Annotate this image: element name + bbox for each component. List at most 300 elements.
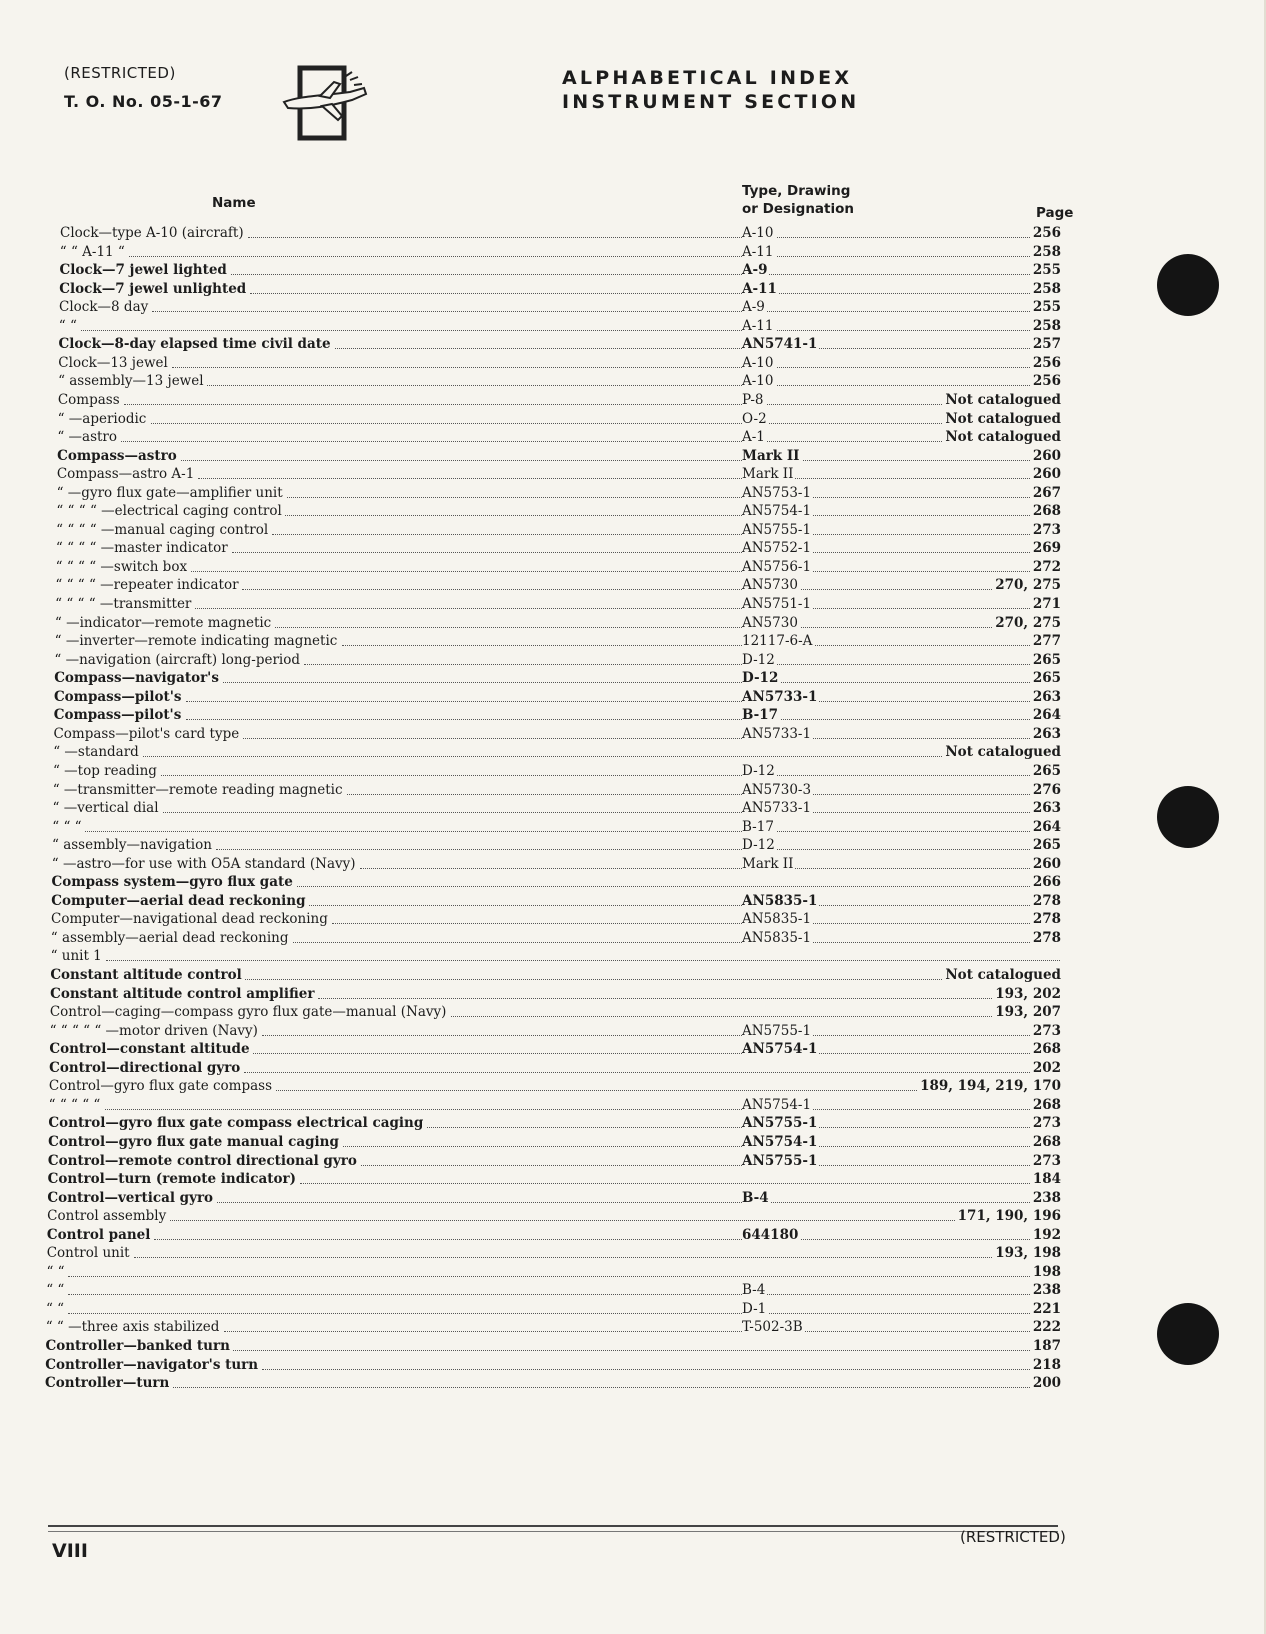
entry-page: 265 bbox=[1032, 762, 1061, 779]
index-entry bbox=[0, 521, 1266, 539]
index-entry bbox=[0, 1189, 1266, 1207]
index-entry bbox=[0, 372, 1266, 390]
entry-page: 270, 275 bbox=[995, 614, 1061, 631]
index-entry bbox=[0, 465, 1266, 483]
entry-page: 264 bbox=[1032, 818, 1061, 835]
index-entry bbox=[0, 539, 1266, 557]
entry-page: 277 bbox=[1032, 633, 1061, 650]
entry-type: AN5835-1 bbox=[742, 892, 818, 909]
index-entry bbox=[0, 1281, 1266, 1299]
dot-leader bbox=[68, 1263, 1030, 1277]
index-entry bbox=[0, 1022, 1266, 1040]
entry-name: Clock—7 jewel lighted bbox=[59, 262, 227, 279]
index-entry bbox=[0, 651, 1266, 669]
dot-leader bbox=[248, 224, 1030, 238]
entry-page: 238 bbox=[1032, 1189, 1061, 1206]
dot-leader bbox=[172, 354, 1030, 368]
page-number: VIII bbox=[52, 1540, 88, 1562]
entry-name: “ unit 1 bbox=[50, 948, 102, 965]
entry-page: 271 bbox=[1032, 596, 1061, 612]
entry-name: “ “ “ “ —repeater indicator bbox=[55, 577, 239, 594]
entry-name: Computer—navigational dead reckoning bbox=[51, 911, 328, 928]
entry-name: “ —aperiodic bbox=[57, 410, 147, 427]
entry-name: Constant altitude control amplifier bbox=[50, 985, 315, 1002]
dot-leader bbox=[361, 1152, 1030, 1166]
entry-name: “ “ “ “ —master indicator bbox=[55, 540, 228, 557]
dot-leader bbox=[276, 1077, 917, 1091]
entry-name: “ “ A-11 “ bbox=[59, 243, 125, 260]
dot-leader bbox=[85, 818, 1030, 832]
entry-name: Compass—navigator's bbox=[54, 670, 219, 687]
dot-leader bbox=[152, 298, 1030, 312]
index-entry bbox=[0, 947, 1266, 965]
entry-page: 268 bbox=[1032, 1096, 1061, 1113]
dot-leader bbox=[451, 1003, 992, 1017]
entry-page: 265 bbox=[1032, 837, 1061, 854]
entry-type: AN5733-1 bbox=[742, 725, 812, 742]
column-header-type bbox=[742, 182, 854, 218]
entry-page: 255 bbox=[1032, 262, 1061, 279]
dot-leader bbox=[224, 1318, 1030, 1332]
index-entry bbox=[0, 335, 1266, 353]
header-left bbox=[64, 64, 223, 111]
binder-hole bbox=[1157, 254, 1219, 316]
entry-page: 278 bbox=[1032, 929, 1061, 946]
entry-type: B-17 bbox=[742, 707, 779, 724]
entry-page: 256 bbox=[1032, 225, 1061, 241]
entry-type: B-17 bbox=[742, 818, 774, 835]
entry-page: 189, 194, 219, 170 bbox=[920, 1078, 1061, 1095]
entry-page: 171, 190, 196 bbox=[957, 1208, 1061, 1225]
dot-leader bbox=[129, 243, 1030, 257]
entry-page: 221 bbox=[1032, 1300, 1061, 1317]
entry-page: 268 bbox=[1032, 1041, 1061, 1058]
entry-type: A-10 bbox=[742, 354, 774, 371]
entry-page: 256 bbox=[1032, 373, 1061, 390]
entry-name: Clock—13 jewel bbox=[58, 354, 168, 371]
entry-page: 278 bbox=[1032, 911, 1061, 928]
entry-page: 264 bbox=[1032, 707, 1061, 724]
entry-page: 270, 275 bbox=[995, 577, 1061, 594]
dot-leader bbox=[335, 335, 1030, 349]
dot-leader bbox=[242, 576, 992, 590]
entry-type: AN5751-1 bbox=[742, 596, 812, 612]
entry-page: Not catalogued bbox=[945, 410, 1061, 427]
entry-name: “ assembly—navigation bbox=[52, 837, 212, 854]
entry-type: T-502-3B bbox=[742, 1319, 803, 1336]
dot-leader bbox=[106, 947, 1060, 961]
entry-name: Compass—pilot's bbox=[53, 688, 182, 705]
entry-type: A-9 bbox=[742, 299, 765, 316]
dot-leader bbox=[253, 1040, 1030, 1054]
entry-page: 200 bbox=[1032, 1375, 1061, 1392]
entry-type: AN5754-1 bbox=[742, 1133, 818, 1150]
dot-leader bbox=[262, 1356, 1030, 1370]
dot-leader bbox=[244, 1059, 1030, 1073]
entry-type: D-12 bbox=[742, 670, 779, 687]
entry-name: “ “ bbox=[46, 1263, 65, 1280]
entry-name: “ —navigation (aircraft) long-period bbox=[54, 651, 300, 668]
index-entry bbox=[0, 799, 1266, 817]
entry-type: A-11 bbox=[742, 317, 774, 334]
entry-name: “ —astro bbox=[57, 429, 118, 446]
dot-leader bbox=[170, 1207, 955, 1221]
dot-leader bbox=[262, 1022, 1030, 1036]
entry-type: D-1 bbox=[742, 1300, 767, 1317]
dot-leader bbox=[143, 743, 942, 757]
entry-page: 269 bbox=[1032, 540, 1061, 557]
entry-name: “ “ bbox=[45, 1300, 65, 1317]
index-entry bbox=[0, 447, 1266, 465]
entry-page: 198 bbox=[1032, 1263, 1061, 1280]
dot-leader bbox=[347, 781, 1030, 795]
column-header-type-line-1: Type, Drawing bbox=[742, 183, 851, 199]
index-entry bbox=[0, 1300, 1266, 1318]
entry-page: 265 bbox=[1032, 670, 1061, 687]
binder-hole bbox=[1157, 786, 1219, 848]
index-entry bbox=[0, 855, 1266, 873]
dot-leader bbox=[217, 1189, 1030, 1203]
index-entry bbox=[0, 261, 1266, 279]
entry-type: O-2 bbox=[742, 410, 767, 427]
classification-top: (RESTRICTED) bbox=[64, 64, 176, 82]
entry-type: Mark II bbox=[742, 466, 794, 483]
entry-page: 273 bbox=[1032, 1115, 1061, 1132]
dot-leader bbox=[272, 521, 1030, 535]
entry-page: 265 bbox=[1032, 651, 1061, 668]
entry-page: 218 bbox=[1032, 1356, 1061, 1373]
entry-name: Controller—navigator's turn bbox=[45, 1356, 259, 1373]
dot-leader bbox=[360, 855, 1030, 869]
classification-bottom: (RESTRICTED) bbox=[960, 1528, 1066, 1546]
entry-type: AN5730-3 bbox=[742, 781, 812, 798]
entry-name: “ —top reading bbox=[52, 762, 157, 779]
entry-name: “ —inverter—remote indicating magnetic bbox=[54, 633, 338, 650]
entry-page: 193, 207 bbox=[995, 1004, 1061, 1021]
dot-leader bbox=[245, 966, 942, 980]
dot-leader bbox=[342, 632, 1030, 646]
entry-name: Clock—8-day elapsed time civil date bbox=[58, 336, 331, 353]
footer-rule bbox=[48, 1525, 1058, 1527]
dot-leader bbox=[427, 1114, 1030, 1128]
index-entry bbox=[0, 298, 1266, 316]
entry-type: AN5741-1 bbox=[742, 336, 818, 353]
entry-name: “ —transmitter—remote reading magnetic bbox=[52, 781, 343, 798]
dot-leader bbox=[105, 1096, 1030, 1110]
dot-leader bbox=[332, 910, 1030, 924]
dot-leader bbox=[223, 669, 1030, 683]
entry-page: 192 bbox=[1032, 1226, 1061, 1243]
index-entry bbox=[0, 743, 1266, 761]
index-entry bbox=[0, 1059, 1266, 1077]
entry-type: AN5730 bbox=[742, 577, 798, 594]
entry-name: Clock—8 day bbox=[59, 299, 149, 316]
entry-name: Constant altitude control bbox=[50, 967, 242, 983]
dot-leader bbox=[68, 1281, 1030, 1295]
entry-page: 260 bbox=[1032, 855, 1061, 872]
entry-name: Control—gyro flux gate compass electrical caging bbox=[48, 1115, 424, 1132]
dot-leader bbox=[186, 688, 1030, 702]
dot-leader bbox=[181, 447, 1030, 461]
index-entry bbox=[0, 688, 1266, 706]
dot-leader bbox=[195, 595, 1030, 609]
entry-type: AN5835-1 bbox=[742, 911, 812, 928]
dot-leader bbox=[173, 1374, 1030, 1388]
entry-name: Control unit bbox=[46, 1245, 130, 1262]
entry-page: 193, 202 bbox=[995, 985, 1061, 1002]
index-entry bbox=[0, 1114, 1266, 1132]
entry-type: D-12 bbox=[742, 762, 775, 779]
index-entry bbox=[0, 1226, 1266, 1244]
entry-name: Controller—banked turn bbox=[45, 1338, 230, 1354]
dot-leader bbox=[343, 1133, 1030, 1147]
index-entry bbox=[0, 1170, 1266, 1188]
dot-leader bbox=[293, 929, 1030, 943]
dot-leader bbox=[216, 836, 1030, 850]
entry-type: AN5753-1 bbox=[742, 484, 812, 501]
dot-leader bbox=[68, 1300, 1030, 1314]
entry-type: AN5754-1 bbox=[742, 503, 812, 520]
entry-name: Compass—astro A-1 bbox=[56, 466, 195, 483]
entry-type: AN5754-1 bbox=[742, 1096, 812, 1113]
dot-leader bbox=[285, 502, 1030, 516]
index-entry bbox=[0, 1207, 1266, 1225]
entry-name: “ “ “ “ “ bbox=[48, 1096, 101, 1113]
dot-leader bbox=[207, 372, 1030, 386]
entry-page: 258 bbox=[1032, 243, 1061, 260]
entry-name: Control—caging—compass gyro flux gate—manual (Navy) bbox=[49, 1004, 447, 1021]
entry-page: 266 bbox=[1032, 874, 1061, 891]
index-entry bbox=[0, 502, 1266, 520]
entry-page: 193, 198 bbox=[995, 1245, 1061, 1262]
dot-leader bbox=[121, 428, 942, 442]
entry-type: 644180 bbox=[742, 1226, 799, 1243]
entry-name: “ “ “ bbox=[52, 818, 82, 835]
index-entry bbox=[0, 910, 1266, 928]
index-entry bbox=[0, 873, 1266, 891]
index-entry bbox=[0, 966, 1266, 984]
dot-leader bbox=[297, 873, 1030, 887]
entry-page: 276 bbox=[1032, 781, 1061, 798]
entry-name: “ “ bbox=[58, 317, 77, 334]
entry-name: Controller—turn bbox=[45, 1375, 170, 1392]
entry-type: A-1 bbox=[742, 429, 765, 446]
entry-name: Control—directional gyro bbox=[49, 1059, 241, 1076]
index-entry bbox=[0, 280, 1266, 298]
airplane-emblem-icon bbox=[280, 62, 370, 144]
dot-leader bbox=[275, 614, 992, 628]
index-entry bbox=[0, 1356, 1266, 1374]
entry-page: 256 bbox=[1032, 354, 1061, 371]
index-entry bbox=[0, 892, 1266, 910]
entry-page: 257 bbox=[1032, 336, 1061, 353]
entry-type: AN5756-1 bbox=[742, 558, 812, 575]
entry-name: “ “ “ “ —switch box bbox=[55, 558, 188, 575]
entry-name: Clock—7 jewel unlighted bbox=[59, 280, 247, 297]
entry-page: 263 bbox=[1032, 800, 1061, 817]
entry-page: 202 bbox=[1032, 1059, 1061, 1076]
dot-leader bbox=[232, 539, 1030, 553]
entry-type: AN5754-1 bbox=[742, 1041, 818, 1058]
index-entry bbox=[0, 410, 1266, 428]
entry-name: Computer—aerial dead reckoning bbox=[51, 892, 306, 909]
entry-name: “ —gyro flux gate—amplifier unit bbox=[56, 484, 283, 501]
entry-type: AN5733-1 bbox=[742, 800, 812, 817]
entry-name: “ —indicator—remote magnetic bbox=[54, 614, 272, 631]
index-entry bbox=[0, 1096, 1266, 1114]
index-entry bbox=[0, 391, 1266, 409]
entry-type: AN5835-1 bbox=[742, 929, 812, 946]
entry-type: B-4 bbox=[742, 1282, 766, 1299]
footer-rule bbox=[48, 1531, 1058, 1532]
entry-page: 238 bbox=[1032, 1282, 1061, 1299]
entry-type: D-12 bbox=[742, 837, 775, 854]
entry-page: 273 bbox=[1032, 1152, 1061, 1169]
entry-type: D-12 bbox=[742, 651, 775, 668]
entry-type: B-4 bbox=[742, 1189, 769, 1206]
entry-name: Compass system—gyro flux gate bbox=[51, 874, 293, 891]
entry-page: 222 bbox=[1032, 1319, 1061, 1336]
dot-leader bbox=[151, 410, 942, 424]
index-entry bbox=[0, 1077, 1266, 1095]
entry-name: “ “ —three axis stabilized bbox=[45, 1319, 220, 1336]
column-header-type-line-2: or Designation bbox=[742, 201, 855, 217]
column-header-name: Name bbox=[212, 195, 256, 211]
entry-page: 278 bbox=[1032, 892, 1061, 909]
index-entry bbox=[0, 354, 1266, 372]
index-entry bbox=[0, 781, 1266, 799]
dot-leader bbox=[81, 317, 1030, 331]
entry-page: 273 bbox=[1032, 521, 1061, 538]
index-entry bbox=[0, 1374, 1266, 1392]
index-entry bbox=[0, 614, 1266, 632]
dot-leader bbox=[198, 465, 1030, 479]
entry-type: A-9 bbox=[742, 262, 768, 279]
entry-type: A-10 bbox=[742, 225, 774, 241]
dot-leader bbox=[191, 558, 1030, 572]
dot-leader bbox=[124, 391, 942, 405]
entry-type: AN5755-1 bbox=[742, 1115, 818, 1132]
entry-name: Control—constant altitude bbox=[49, 1041, 250, 1058]
dot-leader bbox=[231, 261, 1030, 275]
column-header-page: Page bbox=[1036, 205, 1074, 221]
entry-name: “ —astro—for use with O5A standard (Navy) bbox=[51, 855, 356, 872]
index-entry bbox=[0, 576, 1266, 594]
index-entry bbox=[0, 632, 1266, 650]
entry-name: Control panel bbox=[46, 1226, 151, 1243]
index-entry bbox=[0, 243, 1266, 261]
index-entry bbox=[0, 595, 1266, 613]
entry-page: 273 bbox=[1032, 1022, 1061, 1039]
index-entry bbox=[0, 1040, 1266, 1058]
entry-type: P-8 bbox=[742, 391, 764, 408]
entry-type: AN5730 bbox=[742, 614, 798, 631]
entry-page: 268 bbox=[1032, 503, 1061, 520]
entry-name: Compass—pilot's bbox=[53, 707, 182, 724]
index-entry bbox=[0, 317, 1266, 335]
dot-leader bbox=[318, 985, 992, 999]
dot-leader bbox=[154, 1226, 1030, 1240]
entry-type: AN5733-1 bbox=[742, 688, 818, 705]
entry-page: Not catalogued bbox=[945, 429, 1061, 446]
entry-type: A-11 bbox=[742, 280, 777, 297]
binder-hole bbox=[1157, 1303, 1219, 1365]
entry-type: A-11 bbox=[742, 243, 774, 260]
title-line-1: ALPHABETICAL INDEX bbox=[562, 67, 853, 89]
entry-name: “ —standard bbox=[53, 744, 139, 761]
index-entry bbox=[0, 484, 1266, 502]
entry-type: Mark II bbox=[742, 855, 794, 872]
entry-name: Clock—type A-10 (aircraft) bbox=[60, 225, 244, 241]
entry-page: 267 bbox=[1032, 484, 1061, 501]
entry-page: 260 bbox=[1032, 466, 1061, 483]
index-entry bbox=[0, 1003, 1266, 1021]
entry-page: Not catalogued bbox=[945, 967, 1061, 983]
index-entry bbox=[0, 1244, 1266, 1262]
dot-leader bbox=[250, 280, 1030, 294]
entry-page: 263 bbox=[1032, 725, 1061, 742]
entry-page: 263 bbox=[1032, 688, 1061, 705]
index-entry bbox=[0, 558, 1266, 576]
entry-page: 255 bbox=[1032, 299, 1061, 316]
entry-name: Compass—astro bbox=[57, 447, 177, 464]
index-entry bbox=[0, 1133, 1266, 1151]
entry-page: Not catalogued bbox=[945, 744, 1061, 761]
entry-name: Compass—pilot's card type bbox=[53, 725, 240, 742]
entry-name: “ “ “ “ —manual caging control bbox=[56, 521, 269, 538]
entry-type: A-10 bbox=[742, 373, 774, 390]
index-entry bbox=[0, 1337, 1266, 1355]
index-entry bbox=[0, 1318, 1266, 1336]
entry-type: AN5755-1 bbox=[742, 1152, 818, 1169]
entry-name: Control assembly bbox=[47, 1208, 167, 1225]
entry-name: “ “ “ “ —electrical caging control bbox=[56, 503, 282, 520]
entry-page: 260 bbox=[1032, 447, 1061, 464]
dot-leader bbox=[304, 651, 1030, 665]
dot-leader bbox=[134, 1244, 992, 1258]
index-entry bbox=[0, 1152, 1266, 1170]
index-entry bbox=[0, 428, 1266, 446]
dot-leader bbox=[300, 1170, 1030, 1184]
entry-page: 187 bbox=[1032, 1338, 1061, 1354]
dot-leader bbox=[161, 762, 1030, 776]
entry-name: “ “ “ “ “ —motor driven (Navy) bbox=[49, 1022, 258, 1039]
entry-name: “ “ “ “ —transmitter bbox=[55, 596, 192, 612]
index-entry bbox=[0, 224, 1266, 242]
dot-leader bbox=[309, 892, 1030, 906]
entry-page: 258 bbox=[1032, 280, 1061, 297]
entry-type: AN5755-1 bbox=[742, 1022, 812, 1039]
entry-name: Control—gyro flux gate manual caging bbox=[48, 1133, 339, 1150]
index-entry bbox=[0, 929, 1266, 947]
dot-leader bbox=[243, 725, 1030, 739]
entry-name: “ —vertical dial bbox=[52, 800, 159, 817]
entry-name: “ assembly—aerial dead reckoning bbox=[50, 929, 289, 946]
index-entry bbox=[0, 985, 1266, 1003]
index-entry bbox=[0, 836, 1266, 854]
entry-type: AN5752-1 bbox=[742, 540, 812, 557]
index-entry bbox=[0, 669, 1266, 687]
entry-page: 272 bbox=[1032, 558, 1061, 575]
entry-name: Compass bbox=[57, 391, 120, 408]
entry-page: 184 bbox=[1032, 1171, 1061, 1188]
entry-name: “ assembly—13 jewel bbox=[58, 373, 204, 390]
entry-name: Control—turn (remote indicator) bbox=[47, 1171, 297, 1188]
index-entry bbox=[0, 818, 1266, 836]
page-title bbox=[562, 66, 859, 114]
dot-leader bbox=[163, 799, 1030, 813]
entry-type: Mark II bbox=[742, 447, 800, 464]
